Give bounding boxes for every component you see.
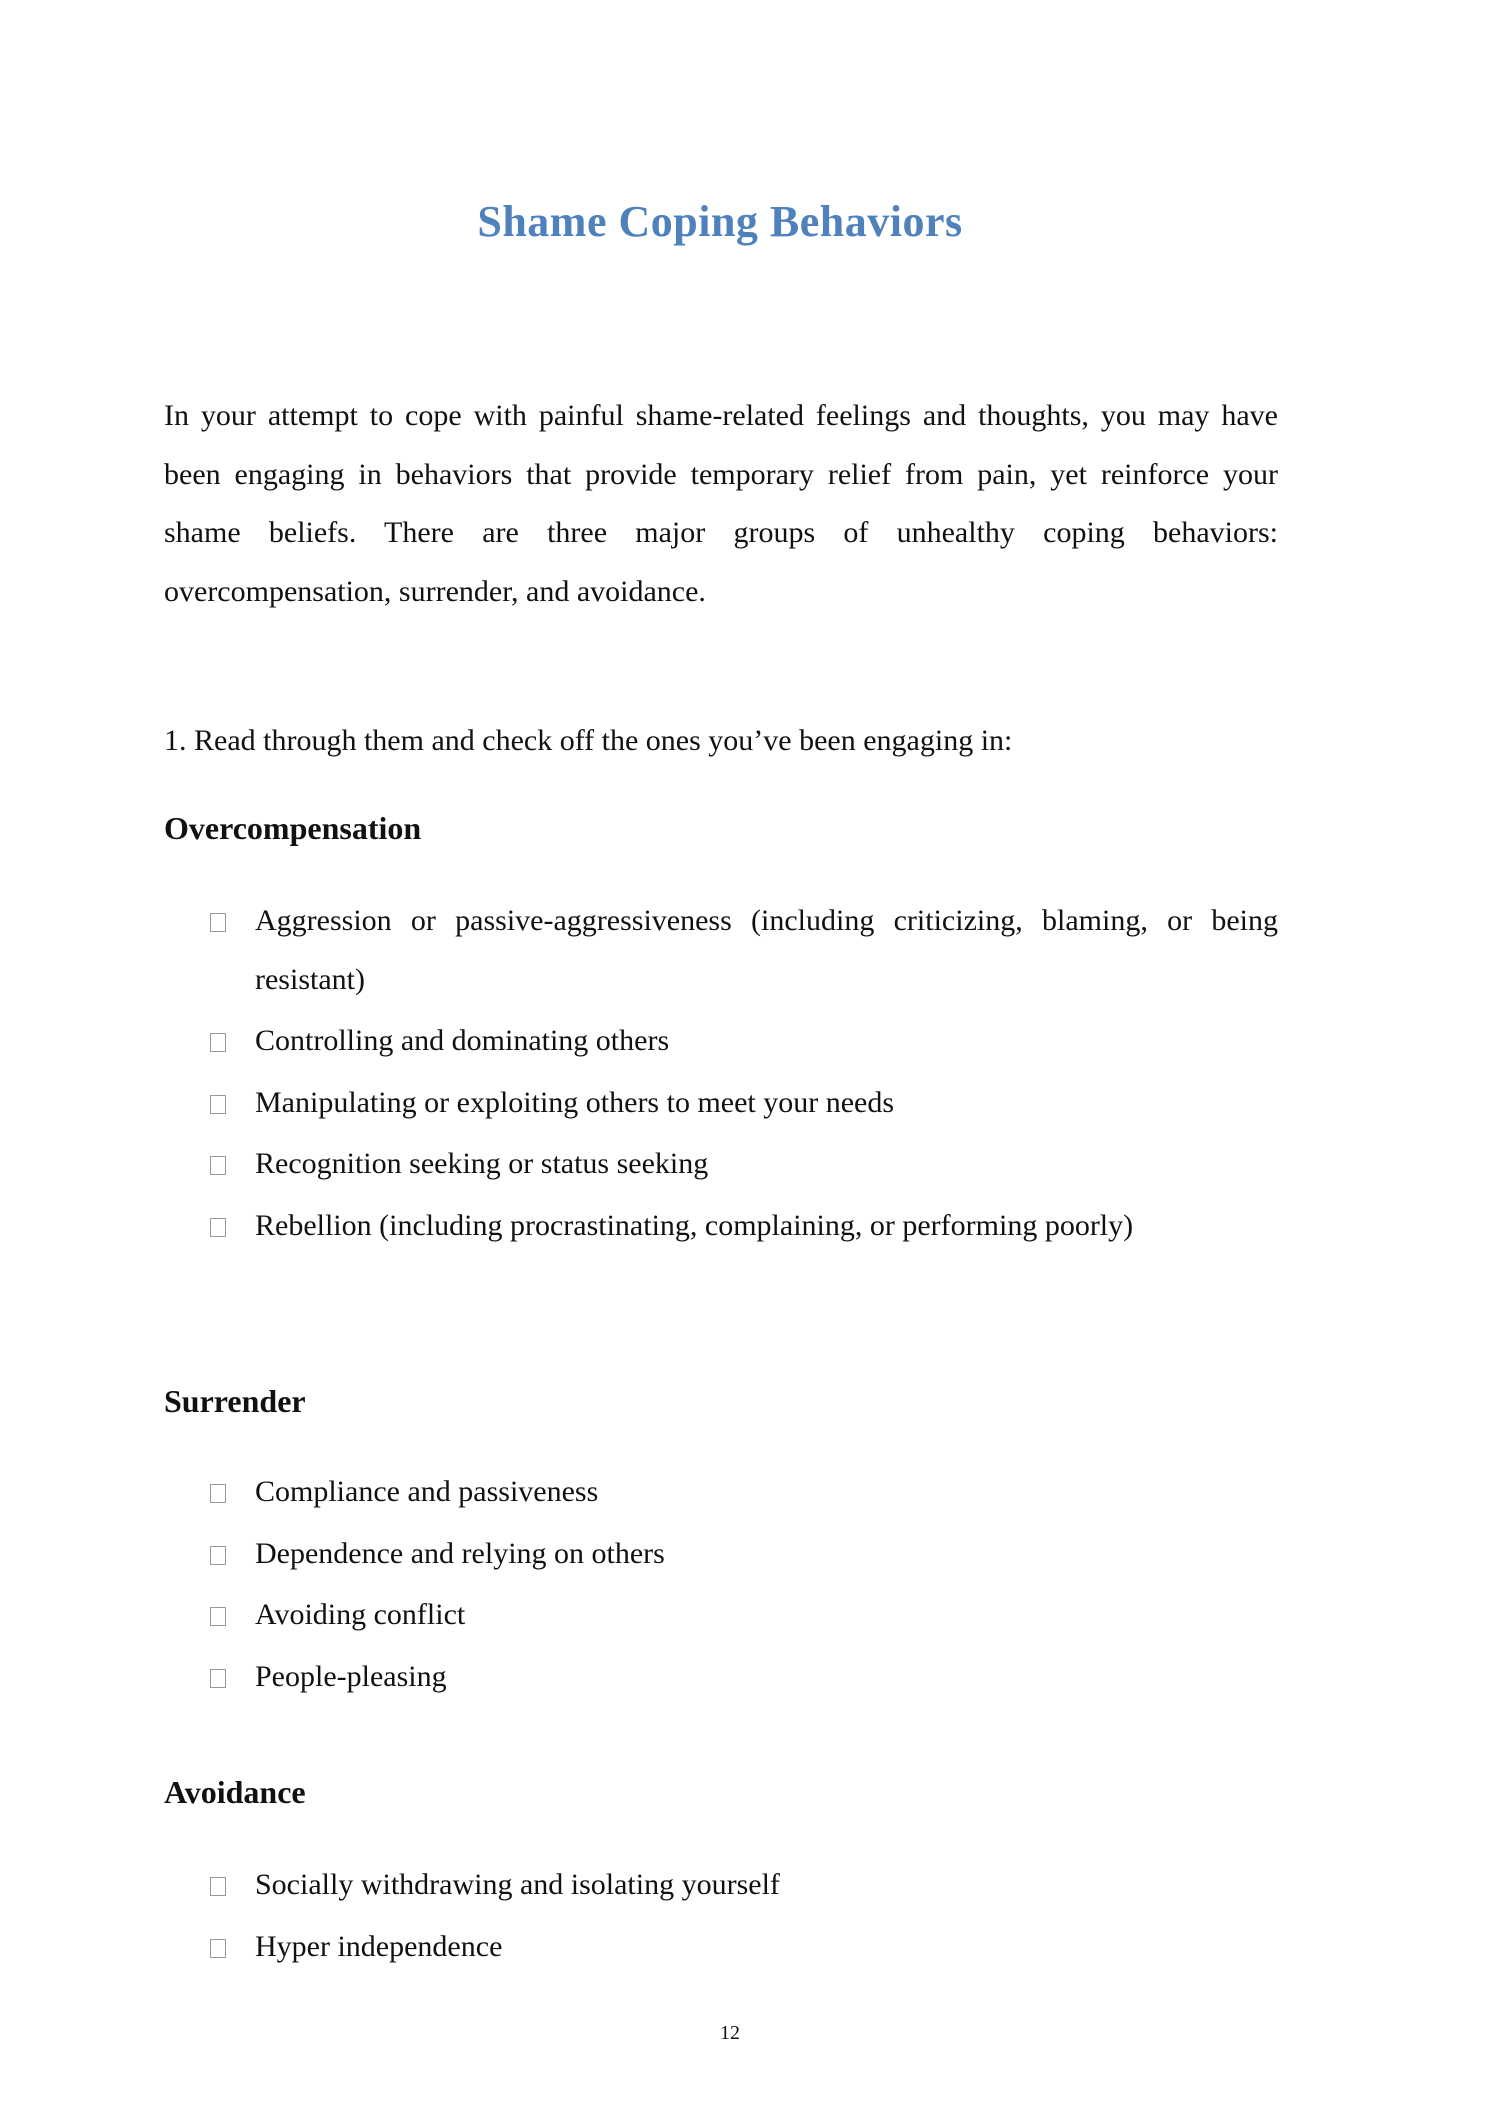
checkbox[interactable]	[210, 1484, 226, 1503]
item-label: Aggression or passive-aggressiveness (including criticizing, blaming, or being resistant)	[255, 904, 1278, 996]
checklist-item	[210, 1463, 1278, 1522]
checkbox[interactable]	[210, 1877, 226, 1896]
checklist-item	[210, 1525, 1278, 1584]
item-label: Socially withdrawing and isolating yourself	[255, 1868, 780, 1901]
item-label: Compliance and passiveness	[255, 1475, 599, 1508]
checklist-item	[210, 1586, 1278, 1645]
section-heading-avoidance: Avoidance	[164, 1774, 306, 1810]
checkbox[interactable]	[210, 1669, 226, 1688]
item-label: Dependence and relying on others	[255, 1536, 665, 1570]
checkbox[interactable]	[210, 1095, 226, 1114]
section-heading-overcompensation: Overcompensation	[164, 810, 422, 846]
item-label: Hyper independence	[255, 1929, 503, 1963]
checkbox[interactable]	[210, 1218, 226, 1237]
overcompensation-list	[210, 892, 1278, 1259]
intro-paragraph: In your attempt to cope with painful shame-related feelings and thoughts, you may have been engaging in behaviors that provide temporary relief from pain, yet reinforce your shame beliefs. There are three major groups of unhealthy coping behaviors: overcompensation, surrender, and avoidance.	[164, 399, 1278, 608]
instruction: 1. Read through them and check off the ones you’ve been engaging in:	[164, 724, 1013, 757]
checklist-item	[210, 1074, 1278, 1133]
section-heading-surrender: Surrender	[164, 1383, 306, 1419]
page-number: 12	[720, 2022, 740, 2044]
checkbox[interactable]	[210, 913, 226, 932]
avoidance-list	[210, 1856, 1278, 1979]
item-label: Manipulating or exploiting others to meet your needs	[255, 1085, 895, 1119]
item-label: Rebellion (including procrastinating, complaining, or performing poorly)	[255, 1208, 1134, 1242]
checklist-item	[210, 892, 1278, 1009]
checklist-item	[210, 1918, 1278, 1977]
item-label: Controlling and dominating others	[255, 1024, 670, 1058]
checkbox[interactable]	[210, 1033, 226, 1052]
item-label: Avoiding conflict	[255, 1598, 466, 1632]
item-label: Recognition seeking or status seeking	[255, 1147, 709, 1181]
item-label: People-pleasing	[255, 1659, 447, 1693]
checklist-item	[210, 1012, 1278, 1071]
checklist-item	[210, 1856, 1278, 1915]
checkbox[interactable]	[210, 1156, 226, 1175]
surrender-list	[210, 1463, 1278, 1709]
checkbox[interactable]	[210, 1546, 226, 1565]
checklist-item	[210, 1648, 1278, 1707]
checkbox[interactable]	[210, 1939, 226, 1958]
checkbox[interactable]	[210, 1607, 226, 1626]
checklist-item	[210, 1197, 1278, 1256]
page-title: Shame Coping Behaviors	[477, 197, 963, 246]
checklist-item	[210, 1135, 1278, 1194]
